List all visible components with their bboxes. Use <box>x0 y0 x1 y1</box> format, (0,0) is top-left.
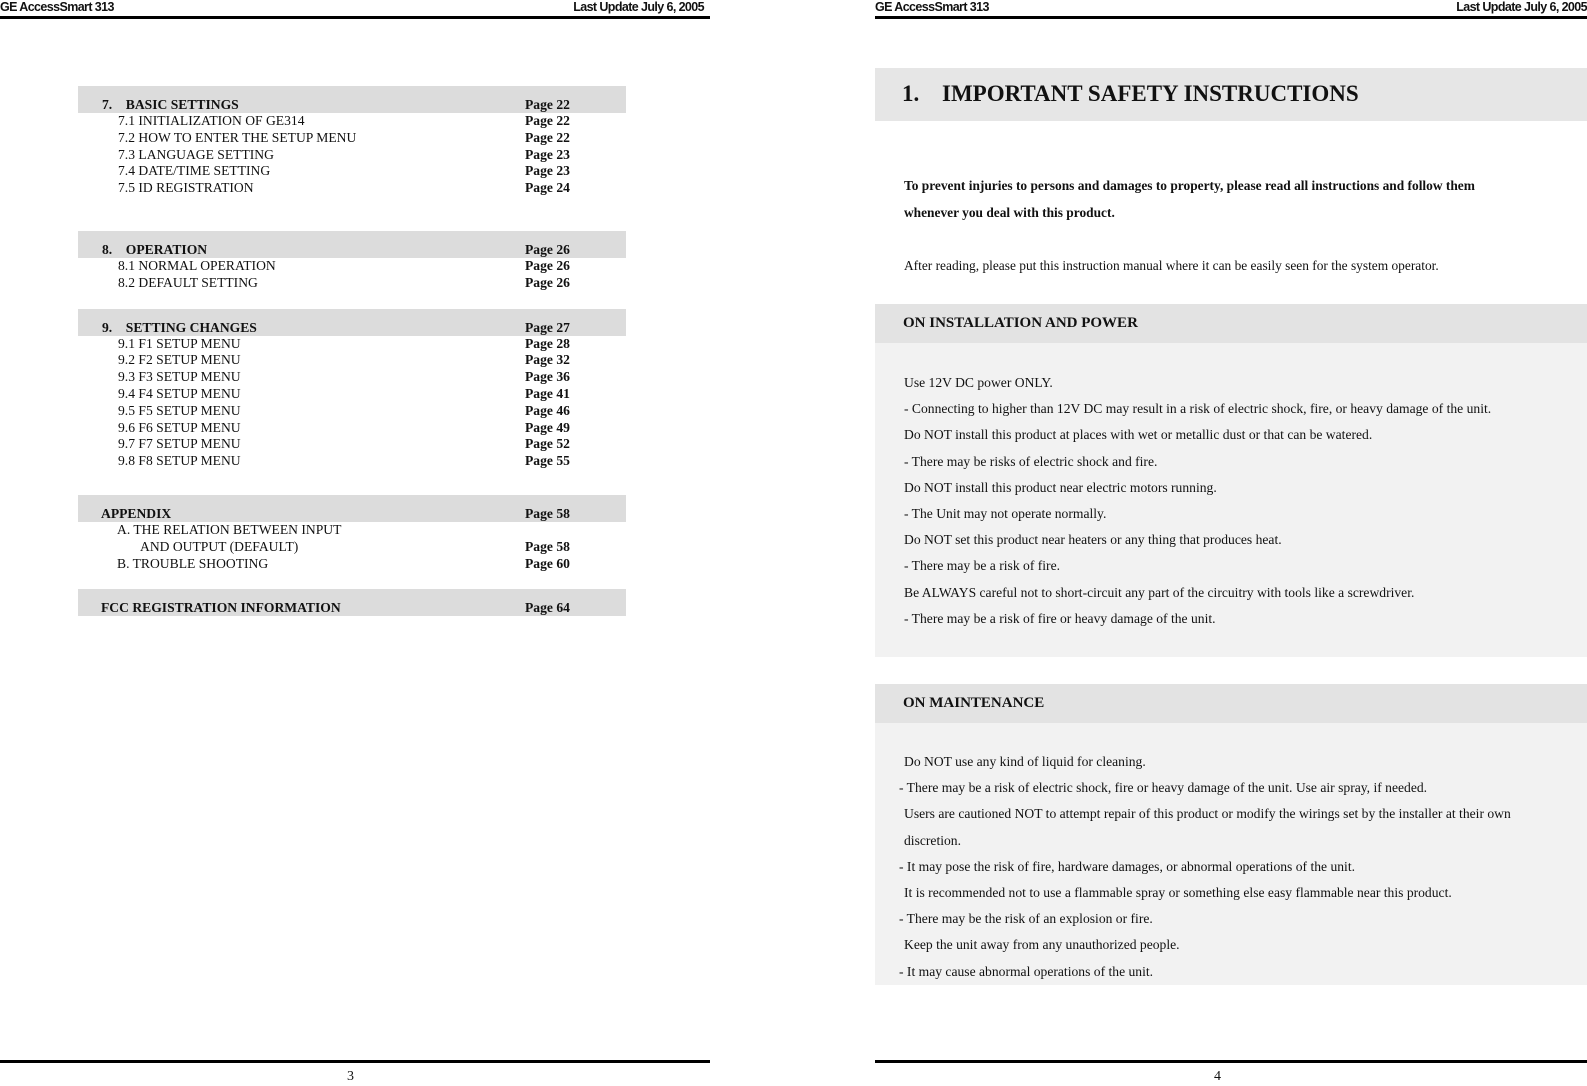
toc-item-page: Page 60 <box>525 555 570 571</box>
instruction-line: - Connecting to higher than 12V DC may result in a risk of electric shock, fire, or heavy damage of the unit. <box>904 401 1492 417</box>
table-of-contents <box>78 86 626 616</box>
instruction-line: - There may be a risk of fire. <box>904 558 1061 574</box>
toc-item-title: 8.1 NORMAL OPERATION <box>118 257 276 273</box>
header-title: GE AccessSmart 313 <box>0 0 114 14</box>
toc-item-title: AND OUTPUT (DEFAULT) <box>140 538 299 554</box>
toc-section-title: 9. SETTING CHANGES <box>102 319 257 335</box>
toc-item-title: 9.1 F1 SETUP MENU <box>118 335 241 351</box>
instruction-line: Do NOT use any kind of liquid for cleaning. <box>904 754 1146 769</box>
toc-item <box>78 336 626 353</box>
toc-item <box>78 436 626 453</box>
toc-item <box>78 420 626 437</box>
toc-item <box>78 369 626 386</box>
section-heading-bar <box>875 684 1587 723</box>
maintenance-lines <box>899 749 1586 985</box>
toc-item <box>78 522 626 539</box>
toc-item-title: 7.2 HOW TO ENTER THE SETUP MENU <box>118 129 357 145</box>
toc-section-appendix <box>78 495 626 572</box>
toc-section-basic-settings <box>78 86 626 197</box>
toc-item <box>78 539 626 556</box>
toc-item <box>78 180 626 197</box>
toc-item-page: Page 36 <box>525 369 570 385</box>
toc-section-title: APPENDIX <box>101 505 172 521</box>
toc-section-title: 8. OPERATION <box>102 241 208 257</box>
instruction-line: Do NOT install this product near electric motors running. <box>904 479 1217 495</box>
toc-item <box>78 258 626 275</box>
toc-item-page: Page 46 <box>525 402 570 418</box>
page-header <box>875 0 1587 19</box>
toc-item-title: A. THE RELATION BETWEEN INPUT <box>117 521 342 537</box>
toc-section-page: Page 64 <box>525 600 570 616</box>
instruction-line: - There may be a risk of electric shock, fire or heavy damage of the unit. Use air spray, if needed. <box>899 780 1428 796</box>
chapter-title: IMPORTANT SAFETY INSTRUCTIONS <box>942 81 1359 106</box>
toc-item-title: 7.5 ID REGISTRATION <box>118 180 254 196</box>
toc-item <box>78 453 626 470</box>
toc-item-title: 8.2 DEFAULT SETTING <box>118 274 258 290</box>
toc-item <box>78 147 626 164</box>
toc-item-page: Page 22 <box>525 113 570 128</box>
toc-item <box>78 163 626 180</box>
toc-item-title: 9.5 F5 SETUP MENU <box>118 402 241 418</box>
instruction-line: - It may pose the risk of fire, hardware damages, or abnormal operations of the unit. <box>899 858 1355 874</box>
toc-item-page: Page 55 <box>525 453 570 469</box>
toc-item-page: Page 23 <box>525 146 570 162</box>
maintenance-section <box>875 684 1587 985</box>
toc-item-title: 7.3 LANGUAGE SETTING <box>118 146 274 162</box>
right-page <box>875 0 1587 1086</box>
header-date: Last Update July 6, 2005 <box>1456 0 1587 14</box>
instruction-line: Users are cautioned NOT to attempt repair of this product or modify the wirings set by the installer at their own <box>904 806 1511 822</box>
toc-item-title: 7.4 DATE/TIME SETTING <box>118 163 271 179</box>
toc-section-page: Page 26 <box>525 241 570 257</box>
toc-item-title: 7.1 INITIALIZATION OF GE314 <box>118 113 305 128</box>
toc-item <box>78 275 626 292</box>
chapter-number: 1. <box>902 81 920 106</box>
left-page <box>0 0 710 1086</box>
instruction-line: Do NOT set this product near heaters or any thing that produces heat. <box>904 532 1282 548</box>
toc-item-title: 9.8 F8 SETUP MENU <box>118 453 241 469</box>
toc-item <box>78 352 626 369</box>
intro-warning-line: whenever you deal with this product. <box>904 204 1115 220</box>
header-date: Last Update July 6, 2005 <box>573 0 704 14</box>
toc-section-setting-changes <box>78 309 626 470</box>
section-heading: ON MAINTENANCE <box>903 695 1045 711</box>
intro-warning <box>904 173 1574 226</box>
toc-item-page: Page 52 <box>525 436 570 452</box>
toc-item <box>78 113 626 130</box>
section-heading: ON INSTALLATION AND POWER <box>903 315 1138 331</box>
instruction-line: discretion. <box>904 832 962 848</box>
toc-item-title: 9.3 F3 SETUP MENU <box>118 369 241 385</box>
toc-section-page: Page 27 <box>525 319 570 335</box>
toc-section-page: Page 22 <box>525 97 570 112</box>
toc-item-title: 9.7 F7 SETUP MENU <box>118 436 241 452</box>
instruction-line: - There may be a risk of fire or heavy damage of the unit. <box>904 610 1216 626</box>
installation-section <box>875 304 1587 657</box>
toc-item-title: B. TROUBLE SHOOTING <box>117 555 269 571</box>
intro-warning-line: To prevent injuries to persons and damages to property, please read all instructions and follow them <box>904 178 1475 193</box>
toc-item <box>78 403 626 420</box>
header-title: GE AccessSmart 313 <box>875 0 989 14</box>
page-number: 4 <box>1214 1069 1221 1084</box>
instruction-line: Do NOT install this product at places with wet or metallic dust or that can be watered. <box>904 427 1373 443</box>
instruction-line: Keep the unit away from any unauthorized people. <box>904 937 1180 953</box>
toc-item-page: Page 41 <box>525 385 570 401</box>
section-heading-bar <box>875 304 1587 343</box>
toc-item <box>78 556 626 573</box>
toc-item-title: 9.2 F2 SETUP MENU <box>118 352 241 368</box>
page-footer <box>875 1060 1587 1084</box>
toc-item-page: Page 28 <box>525 335 570 351</box>
toc-item-page: Page 22 <box>525 129 570 145</box>
toc-section-operation <box>78 231 626 292</box>
toc-item-page: Page 24 <box>525 180 570 196</box>
intro-note: After reading, please put this instruction manual where it can be easily seen for the system operator. <box>904 258 1439 273</box>
instruction-line: - The Unit may not operate normally. <box>904 506 1107 522</box>
toc-item-page: Page 32 <box>525 352 570 368</box>
toc-item-page: Page 49 <box>525 419 570 435</box>
toc-section-fcc <box>78 589 626 616</box>
instruction-line: - There may be risks of electric shock and fire. <box>904 453 1158 469</box>
toc-item-page: Page 58 <box>525 538 570 554</box>
page-number: 3 <box>347 1069 354 1084</box>
page-footer <box>0 1060 710 1084</box>
toc-section-title: FCC REGISTRATION INFORMATION <box>101 600 341 616</box>
toc-item-page: Page 23 <box>525 163 570 179</box>
instruction-line: - There may be the risk of an explosion or fire. <box>899 911 1153 927</box>
instruction-line: It is recommended not to use a flammable spray or something else easy flammable near this product. <box>904 885 1452 901</box>
toc-section-title: 7. BASIC SETTINGS <box>102 97 239 112</box>
toc-item-page: Page 26 <box>525 257 570 273</box>
toc-section-page: Page 58 <box>525 505 570 521</box>
page-header <box>0 0 710 19</box>
installation-lines <box>904 370 1586 632</box>
instruction-line: Be ALWAYS careful not to short-circuit any part of the circuitry with tools like a screwdriver. <box>904 584 1415 600</box>
instruction-line: - It may cause abnormal operations of the unit. <box>899 963 1154 979</box>
toc-item-title: 9.6 F6 SETUP MENU <box>118 419 241 435</box>
toc-item-title: 9.4 F4 SETUP MENU <box>118 385 241 401</box>
toc-item <box>78 386 626 403</box>
instruction-line: Use 12V DC power ONLY. <box>904 375 1053 390</box>
toc-item-page: Page 26 <box>525 274 570 290</box>
chapter-title-box <box>875 68 1587 121</box>
toc-item <box>78 130 626 147</box>
